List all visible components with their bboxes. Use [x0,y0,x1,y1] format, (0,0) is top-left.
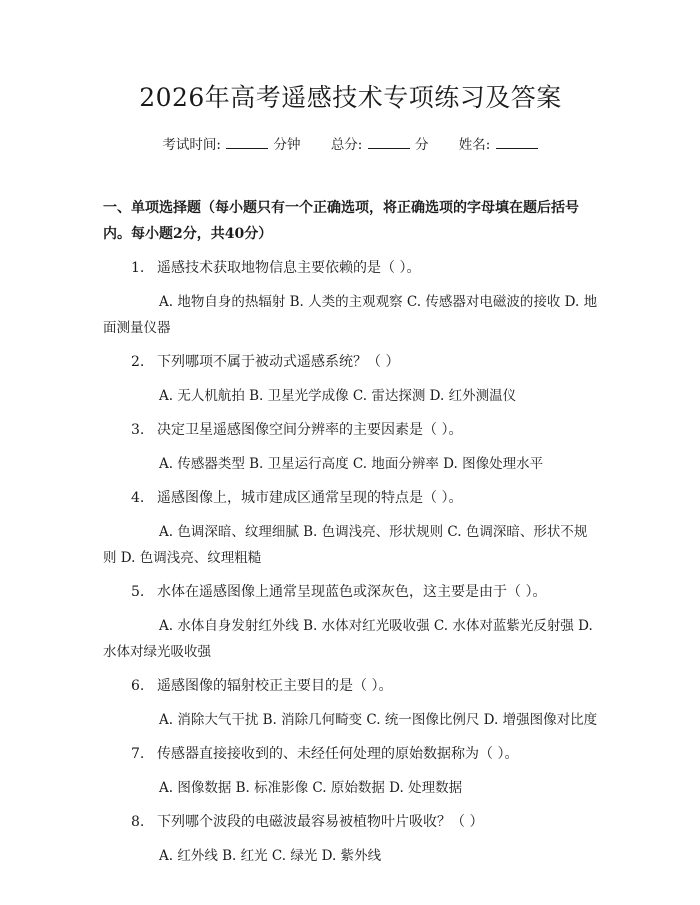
question-options: A. 图像数据 B. 标准影像 C. 原始数据 D. 处理数据 [159,780,463,796]
question-text: 遥感技术获取地物信息主要依赖的是（ ）。 [157,260,421,276]
question-options: A. 色调深暗、纹理细腻 B. 色调浅亮、形状规则 C. 色调深暗、形状不规则 D. 色调浅亮、纹理粗糙 [103,524,588,566]
name-blank [496,136,538,149]
question-stem [103,349,598,375]
question-options: A. 水体自身发射红外线 B. 水体对红光吸收强 C. 水体对蓝紫光反射强 D. 水体对绿光吸收强 [103,618,593,660]
question-stem [103,485,598,511]
exam-time-field [162,135,300,155]
question-options: A. 消除大气干扰 B. 消除几何畸变 C. 统一图像比例尺 D. 增强图像对比度 [159,712,598,728]
question-item [103,809,598,869]
question-text: 遥感图像的辐射校正主要目的是（ ）。 [157,678,393,694]
total-score-field [331,135,429,155]
score-label: 总分: [330,137,363,153]
question-text: 下列哪个波段的电磁波最容易被植物叶片吸收？（ ） [157,814,484,830]
question-number: 3. [131,422,145,438]
question-item [103,673,598,733]
exam-meta [103,135,598,155]
document-title: 2026年高考遥感技术专项练习及答案 [139,83,562,112]
question-text: 传感器直接接收到的、未经任何处理的原始数据称为（ ）。 [157,746,519,762]
question-options: A. 红外线 B. 红光 C. 绿光 D. 紫外线 [159,848,382,864]
score-unit: 分 [414,137,429,153]
question-list [103,255,598,869]
question-item [103,417,598,477]
question-text: 下列哪项不属于被动式遥感系统？（ ） [157,354,400,370]
student-name-field [459,135,539,155]
question-number: 1. [131,260,145,276]
score-blank [368,136,410,149]
time-label: 考试时间: [162,137,221,153]
question-number: 4. [131,490,145,506]
question-options: A. 传感器类型 B. 卫星运行高度 C. 地面分辨率 D. 图像处理水平 [159,456,544,472]
question-stem [103,673,598,699]
question-number: 8. [131,814,145,830]
time-blank [226,136,268,149]
question-number: 5. [131,584,145,600]
question-text: 遥感图像上，城市建成区通常呈现的特点是（ ）。 [157,490,463,506]
question-number: 7. [131,746,145,762]
question-item [103,485,598,571]
name-label: 姓名: [458,137,491,153]
question-options: A. 无人机航拍 B. 卫星光学成像 C. 雷达探测 D. 红外测温仪 [159,388,517,404]
question-options: A. 地物自身的热辐射 B. 人类的主观观察 C. 传感器对电磁波的接收 D. 地面测量仪器 [103,294,598,336]
question-item [103,579,598,665]
question-text: 水体在遥感图像上通常呈现蓝色或深灰色，这主要是由于（ ）。 [157,584,547,600]
question-stem [103,255,598,281]
time-unit: 分钟 [273,137,301,153]
question-item [103,349,598,409]
question-item [103,255,598,341]
question-text: 决定卫星遥感图像空间分辨率的主要因素是（ ）。 [157,422,463,438]
question-number: 6. [131,678,145,694]
question-item [103,741,598,801]
question-stem [103,809,598,835]
question-stem [103,579,598,605]
question-stem [103,417,598,443]
question-stem [103,741,598,767]
section-heading: 一、单项选择题（每小题只有一个正确选项，将正确选项的字母填在题后括号内。每小题2分，共40分） [103,200,579,242]
question-number: 2. [131,354,145,370]
